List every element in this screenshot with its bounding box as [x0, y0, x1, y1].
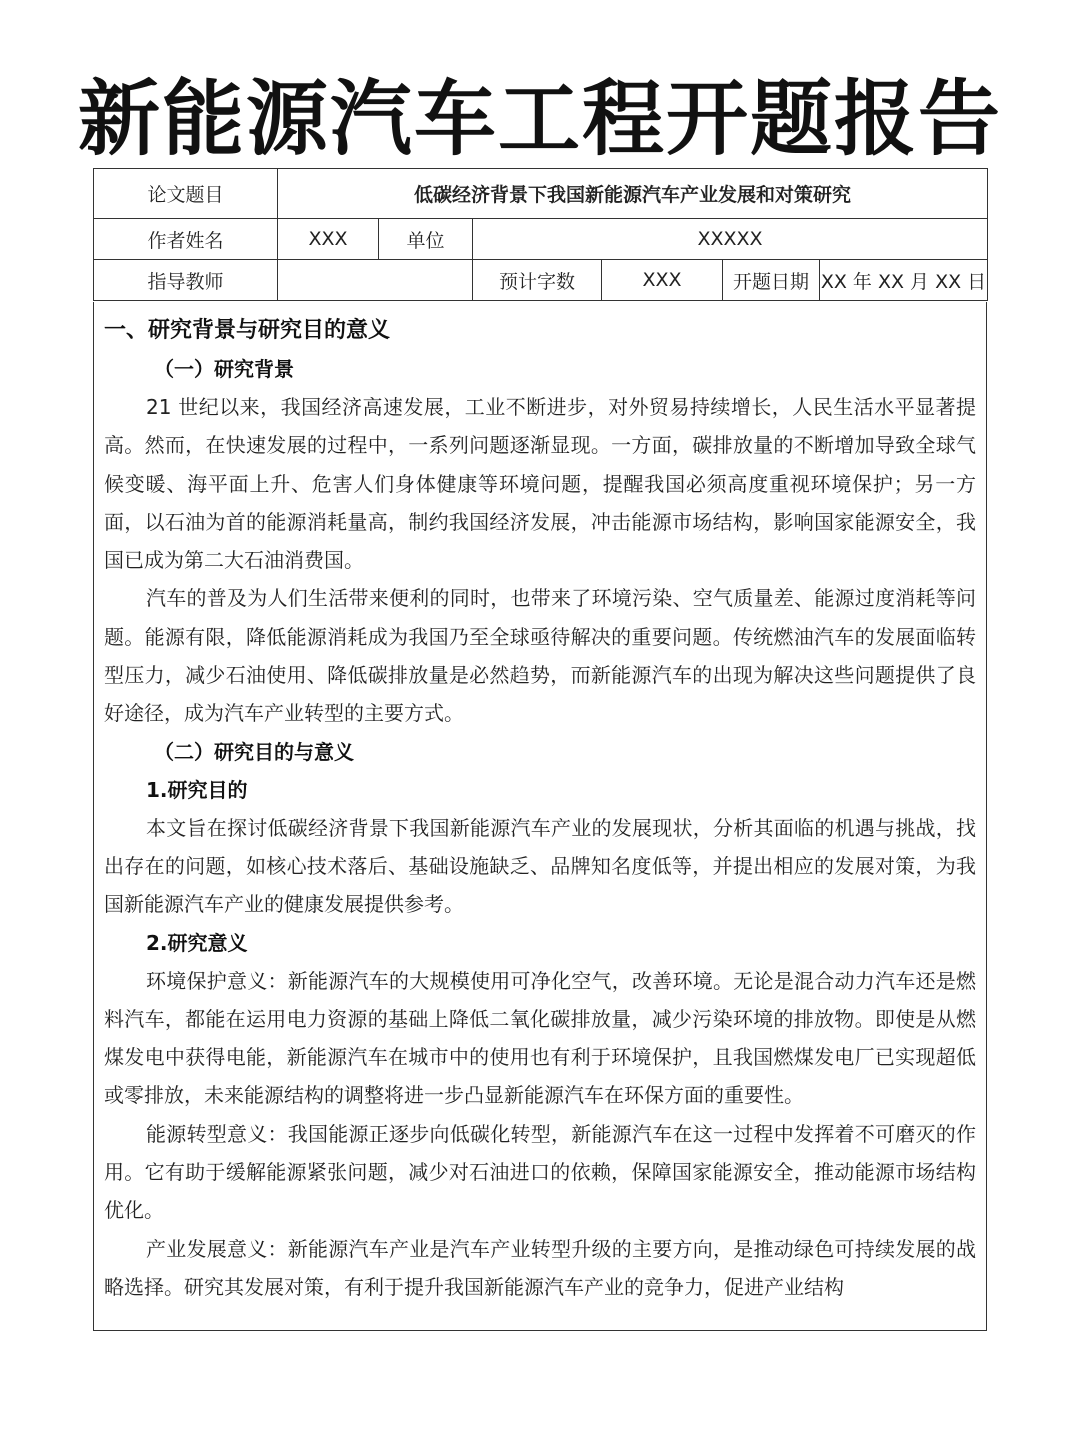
advisor-label: 指导教师 [94, 260, 278, 301]
meaning-paragraph-industry: 产业发展意义：新能源汽车产业是汽车产业转型升级的主要方向，是推动绿色可持续发展的战略选择。研究其发展对策，有利于提升我国新能源汽车产业的竞争力，促进产业结构 [104, 1236, 976, 1299]
unit-value: XXXXX [473, 219, 988, 260]
unit-label: 单位 [379, 219, 473, 260]
author-value: XXX [278, 219, 379, 260]
report-body [93, 302, 987, 1331]
author-label: 作者姓名 [94, 219, 278, 260]
report-info-table [93, 168, 988, 301]
date-value: XX 年 XX 月 XX 日 [820, 260, 988, 301]
subsection-heading-background: （一）研究背景 [154, 357, 294, 381]
advisor-value [278, 260, 473, 301]
subsection-heading-purpose: （二）研究目的与意义 [154, 739, 354, 764]
page-title: 新能源汽车工程开题报告 [77, 72, 1002, 167]
meaning-heading: 2.研究意义 [146, 930, 248, 955]
thesis-row [94, 169, 988, 219]
thesis-title: 低碳经济背景下我国新能源汽车产业发展和对策研究 [278, 169, 988, 219]
section-heading-background: 一、研究背景与研究目的意义 [104, 318, 391, 343]
wordcount-label: 预计字数 [473, 260, 602, 301]
author-row [94, 219, 988, 260]
meaning-paragraph-energy: 能源转型意义：我国能源正逐步向低碳化转型，新能源汽车在这一过程中发挥着不可磨灭的作用。它有助于缓解能源紧张问题，减少对石油进口的依赖，保障国家能源安全，推动能源市场结构优化。 [104, 1121, 976, 1223]
purpose-heading: 1.研究目的 [146, 777, 248, 802]
purpose-paragraph: 本文旨在探讨低碳经济背景下我国新能源汽车产业的发展现状，分析其面临的机遇与挑战，找出存在的问题，如核心技术落后、基础设施缺乏、品牌知名度低等，并提出相应的发展对策，为我国新能源汽车产业的健康发展提供参考。 [104, 815, 976, 917]
background-paragraph-1: 21 世纪以来，我国经济高速发展，工业不断进步，对外贸易持续增长，人民生活水平显著提高。然而，在快速发展的过程中，一系列问题逐渐显现。一方面，碳排放量的不断增加导致全球气候变暖、海平面上升、危害人们身体健康等环境问题，提醒我国必须高度重视环境保护；另一方面，以石油为首的能源消耗量高，制约我国经济发展，冲击能源市场结构，影响国家能源安全，我国已成为第二大石油消费国。 [104, 395, 976, 573]
thesis-label: 论文题目 [94, 169, 278, 219]
background-paragraph-2: 汽车的普及为人们生活带来便利的同时，也带来了环境污染、空气质量差、能源过度消耗等问题。能源有限，降低能源消耗成为我国乃至全球亟待解决的重要问题。传统燃油汽车的发展面临转型压力，减少石油使用、降低碳排放量是必然趋势，而新能源汽车的出现为解决这些问题提供了良好途径，成为汽车产业转型的主要方式。 [104, 586, 976, 726]
meaning-paragraph-environment: 环境保护意义：新能源汽车的大规模使用可净化空气，改善环境。无论是混合动力汽车还是燃料汽车，都能在运用电力资源的基础上降低二氧化碳排放量，减少污染环境的排放物。即使是从燃煤发电中获得电能，新能源汽车在城市中的使用也有利于环境保护，且我国燃煤发电厂已实现超低或零排放，未来能源结构的调整将进一步凸显新能源汽车在环保方面的重要性。 [104, 968, 976, 1108]
advisor-row [94, 260, 988, 301]
date-label: 开题日期 [723, 260, 820, 301]
wordcount-value: XXX [602, 260, 723, 301]
